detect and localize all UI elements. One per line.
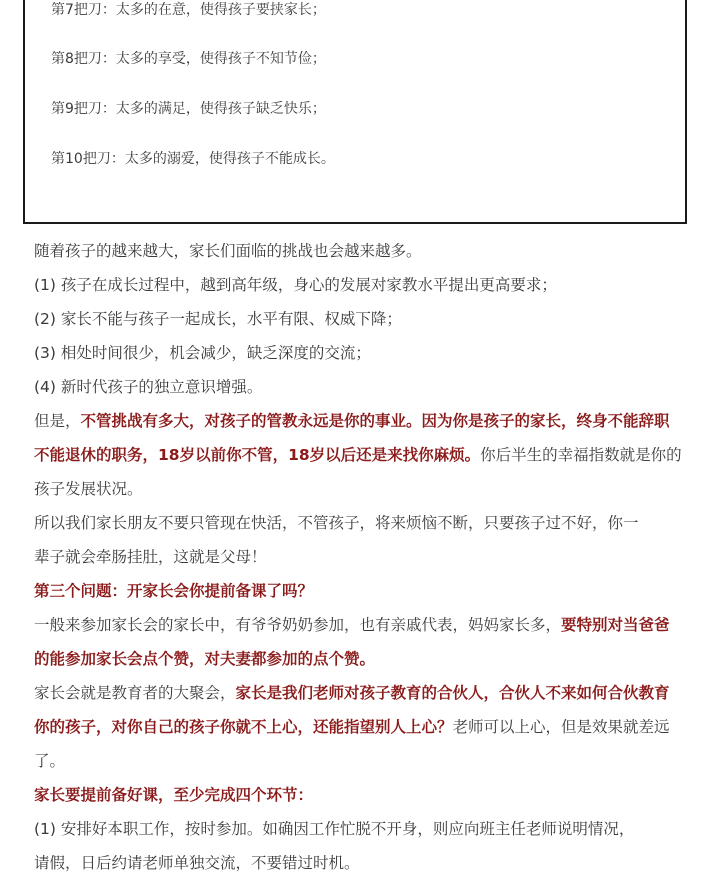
knife-item-7: 第7把刀：太多的在意，使得孩子要挟家长； xyxy=(51,2,326,18)
gathering-tail: 老师可以上心，但是效果就差远了。 xyxy=(34,718,670,770)
attendance-paragraph xyxy=(34,608,684,676)
prep-step-1-line2: 请假，日后约请老师单独交流，不要错过时机。 xyxy=(34,854,360,872)
article-body xyxy=(34,234,684,880)
gathering-paragraph xyxy=(34,676,684,778)
gathering-lead: 家长会就是教育者的大聚会， xyxy=(34,684,236,702)
section-heading-prep: 家长要提前备好课，至少完成四个环节： xyxy=(34,786,314,804)
career-tail: 你后半生的幸福指数就是你的孩子发展状况。 xyxy=(34,446,682,498)
attendance-lead: 一般来参加家长会的家长中，有爷爷奶奶参加，也有亲戚代表，妈妈家长多， xyxy=(34,616,562,634)
gathering-emphasis: 家长是我们老师对孩子教育的合伙人，合伙人不来如何合伙教育你的孩子，对你自己的孩子你就不上心，还能指望别人上心？ xyxy=(34,684,670,736)
attendance-emphasis: 要特别对当爸爸的能参加家长会点个赞，对夫妻都参加的点个赞。 xyxy=(34,616,670,668)
prep-step-1-line1: (1) 安排好本职工作，按时参加。如确因工作忙脱不开身，则应向班主任老师说明情况， xyxy=(34,820,635,838)
career-paragraph xyxy=(34,404,684,506)
challenge-item: (4) 新时代孩子的独立意识增强。 xyxy=(34,378,263,396)
knife-item-9: 第9把刀：太多的满足，使得孩子缺乏快乐； xyxy=(51,101,326,117)
parents-paragraph-line2: 辈子就会牵肠挂肚，这就是父母！ xyxy=(34,548,267,566)
knife-item-10: 第10把刀：太多的溺爱，使得孩子不能成长。 xyxy=(51,151,335,167)
career-lead: 但是， xyxy=(34,412,81,430)
knives-quote-box xyxy=(23,0,687,224)
career-emphasis: 不管挑战有多大，对孩子的管教永远是你的事业。因为你是孩子的家长，终身不能辞职不能退休的职务，18岁以前你不管，18岁以后还是来找你麻烦。 xyxy=(34,412,670,464)
challenge-item: (3) 相处时间很少，机会减少，缺乏深度的交流； xyxy=(34,344,371,362)
knife-item-8: 第8把刀：太多的享受，使得孩子不知节俭； xyxy=(51,51,326,67)
parents-paragraph-line1: 所以我们家长朋友不要只管现在快活，不管孩子，将来烦恼不断，只要孩子过不好，你一 xyxy=(34,514,639,532)
challenge-item: (1) 孩子在成长过程中，越到高年级，身心的发展对家教水平提出更高要求； xyxy=(34,276,557,294)
challenge-item: (2) 家长不能与孩子一起成长，水平有限、权威下降； xyxy=(34,310,402,328)
section-heading-q3: 第三个问题：开家长会你提前备课了吗？ xyxy=(34,582,314,600)
intro-paragraph: 随着孩子的越来越大，家长们面临的挑战也会越来越多。 xyxy=(34,242,422,260)
